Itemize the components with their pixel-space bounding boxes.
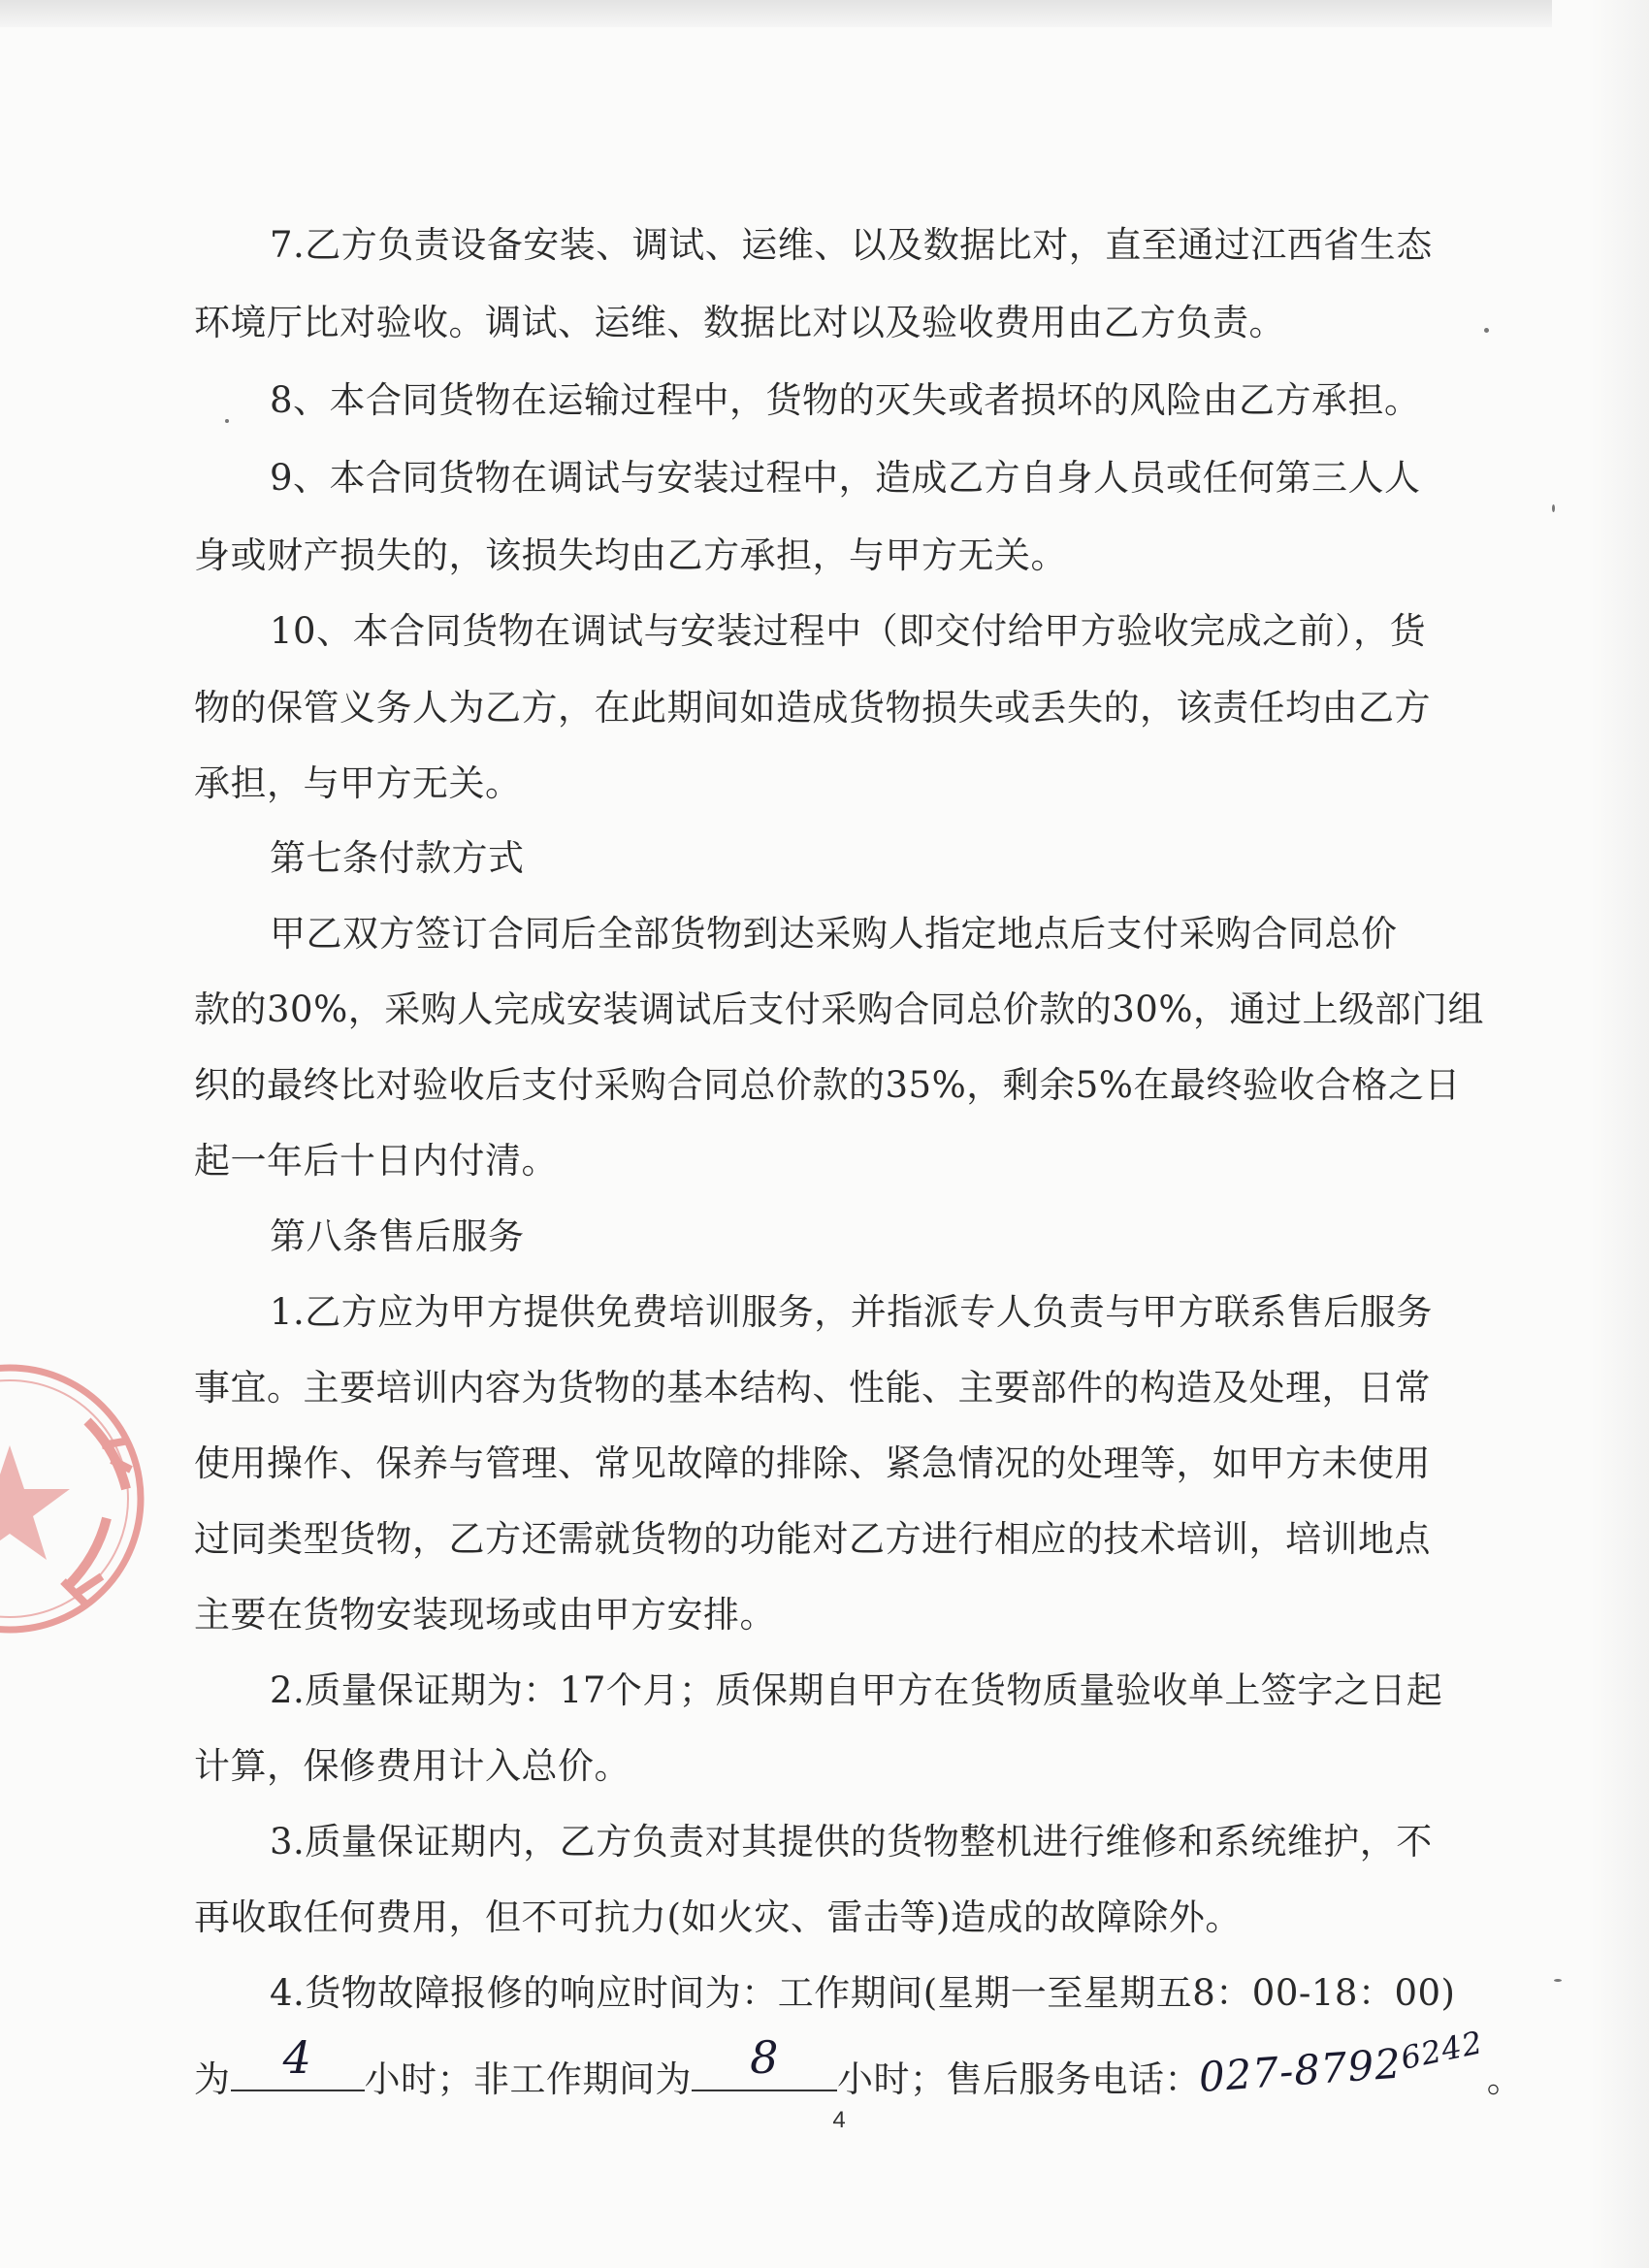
section-heading-after-sales: 第八条售后服务 (270, 1215, 525, 1257)
response-time-line (194, 2024, 1524, 2105)
scan-shadow-right (1591, 0, 1649, 2268)
text-line-20: 2.质量保证期为：17个月；质保期自甲方在货物质量验收单上签字之日起 (270, 1669, 1443, 1711)
text-line-2: 环境厅比对验收。调试、运维、数据比对以及验收费用由乙方负责。 (194, 302, 1285, 343)
scan-shadow-top (0, 0, 1552, 27)
text-line-19: 主要在货物安装现场或由甲方安排。 (194, 1594, 776, 1636)
nonwork-hours-blank (692, 2031, 837, 2091)
service-phone-tail: 6242 (1397, 2024, 1487, 2077)
text-line-3: 8、本合同货物在运输过程中，货物的灭失或者损坏的风险由乙方承担。 (270, 379, 1421, 421)
text-line-12: 织的最终比对验收后支付采购合同总价款的35%，剩余5%在最终验收合格之日 (194, 1064, 1461, 1106)
response-end: 。 (1486, 2058, 1524, 2100)
red-seal-stamp (0, 1353, 155, 1644)
text-line-22: 3.质量保证期内，乙方负责对其提供的货物整机进行维修和系统维护，不 (270, 1821, 1433, 1863)
text-line-4: 9、本合同货物在调试与安装过程中，造成乙方自身人员或任何第三人人 (270, 457, 1421, 499)
text-line-13: 起一年后十日内付清。 (194, 1140, 558, 1182)
response-mid1: 小时；非工作期间为 (364, 2058, 692, 2100)
text-line-16: 事宜。主要培训内容为货物的基本结构、性能、主要部件的构造及处理，日常 (194, 1367, 1431, 1409)
service-phone-main: 027-8792 (1197, 2039, 1404, 2102)
nonwork-hours-handwritten: 8 (750, 2031, 779, 2084)
text-line-6: 10、本合同货物在调试与安装过程中（即交付给甲方验收完成之前），货 (270, 610, 1427, 652)
text-line-10: 甲乙双方签订合同后全部货物到达采购人指定地点后支付采购合同总价 (270, 913, 1398, 955)
text-line-11: 款的30%，采购人完成安装调试后支付采购合同总价款的30%，通过上级部门组 (194, 988, 1484, 1030)
text-line-5: 身或财产损失的，该损失均由乙方承担，与甲方无关。 (194, 535, 1067, 576)
page-number: 4 (832, 2107, 846, 2133)
text-line-17: 使用操作、保养与管理、常见故障的排除、紧急情况的处理等，如甲方未使用 (194, 1442, 1431, 1484)
text-line-24: 4.货物故障报修的响应时间为：工作期间(星期一至星期五8：00-18：00) (270, 1972, 1456, 2014)
text-line-8: 承担，与甲方无关。 (194, 762, 522, 804)
text-line-1: 7.乙方负责设备安装、调试、运维、以及数据比对，直至通过江西省生态 (270, 224, 1433, 266)
text-line-23: 再收取任何费用，但不可抗力(如火灾、雷击等)造成的故障除外。 (194, 1896, 1242, 1938)
response-mid2: 小时；售后服务电话： (837, 2058, 1201, 2100)
scan-speck (225, 419, 229, 423)
scan-speck (1552, 504, 1555, 512)
text-line-7: 物的保管义务人为乙方，在此期间如造成货物损失或丢失的，该责任均由乙方 (194, 687, 1431, 729)
text-line-21: 计算，保修费用计入总价。 (194, 1745, 630, 1787)
text-line-18: 过同类型货物，乙方还需就货物的功能对乙方进行相应的技术培训，培训地点 (194, 1518, 1431, 1560)
section-heading-payment: 第七条付款方式 (270, 837, 525, 879)
response-prefix: 为 (194, 2058, 231, 2100)
work-hours-blank (231, 2031, 365, 2091)
work-hours-handwritten: 4 (282, 2031, 312, 2084)
scan-speck (1554, 1979, 1562, 1982)
text-line-15: 1.乙方应为甲方提供免费培训服务，并指派专人负责与甲方联系售后服务 (270, 1291, 1433, 1333)
scan-speck (1484, 328, 1489, 333)
service-phone-handwritten (1197, 2024, 1487, 2105)
